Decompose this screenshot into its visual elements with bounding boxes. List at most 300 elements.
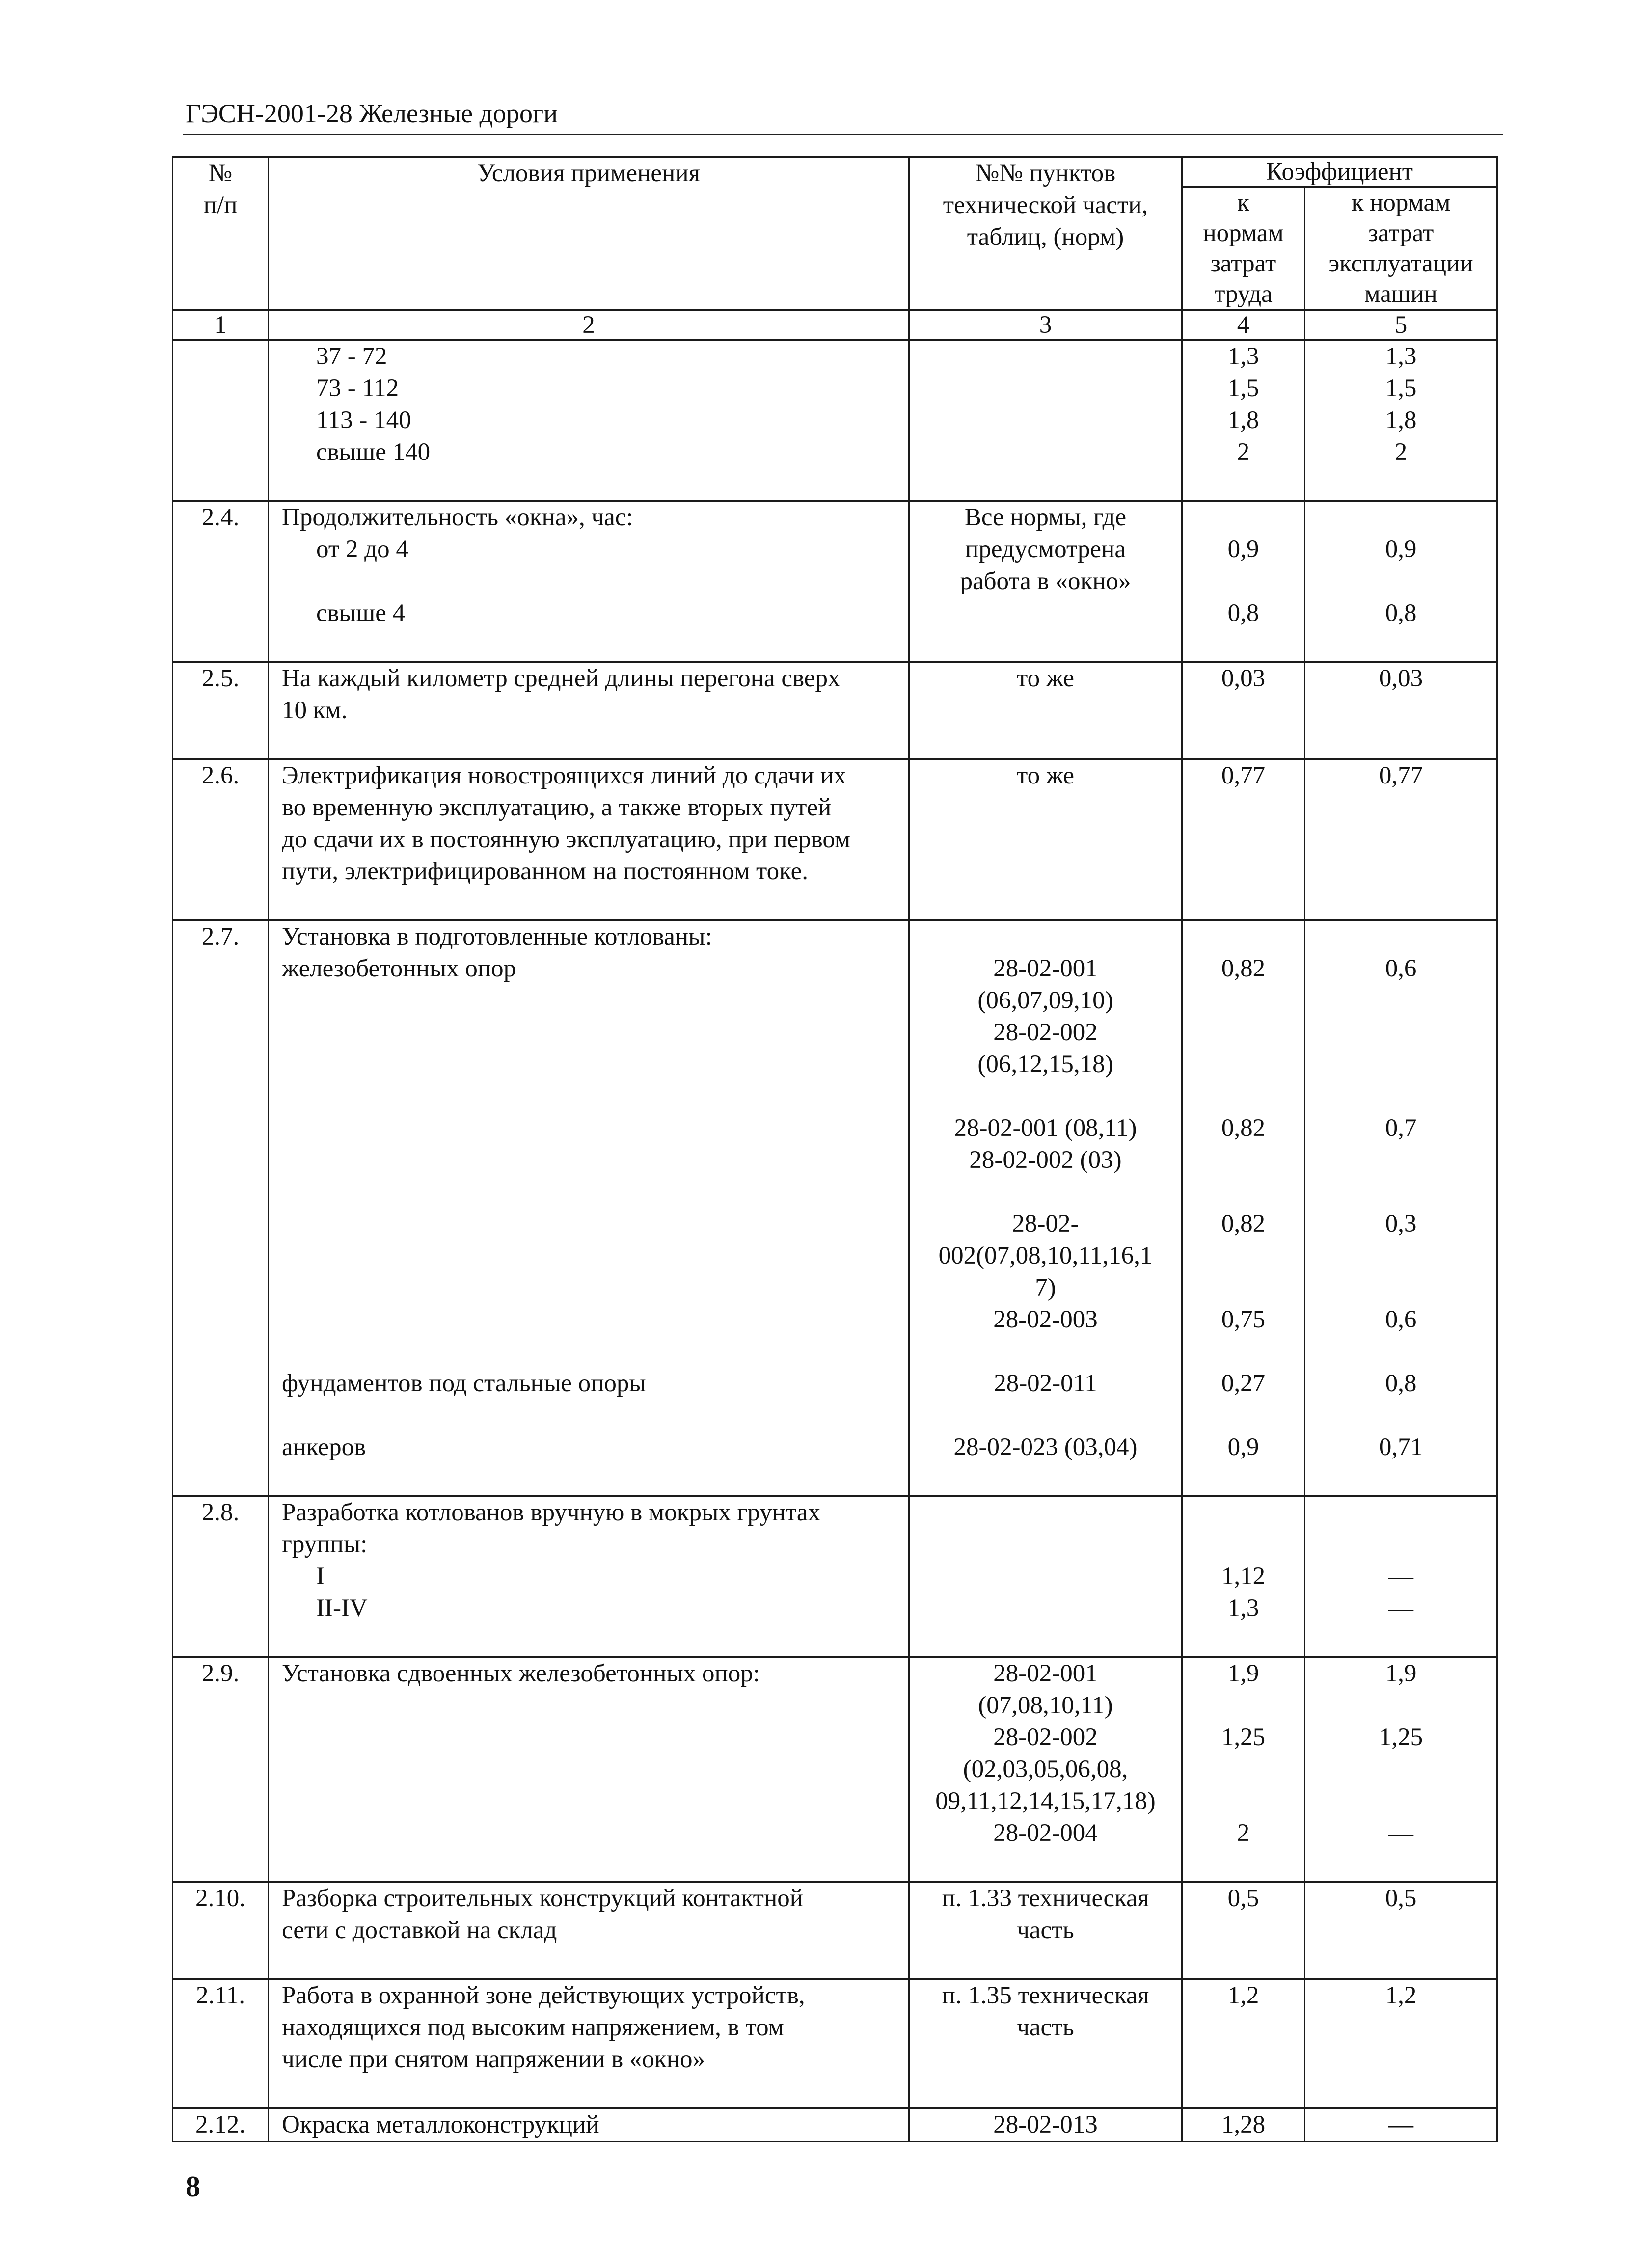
condition-text xyxy=(282,1017,904,1049)
spacer xyxy=(1309,1080,1492,1112)
labor-coefficient xyxy=(1187,824,1300,856)
machine-coefficient xyxy=(1309,792,1492,824)
column-number: 5 xyxy=(1305,310,1497,340)
condition-text-cell xyxy=(269,1979,909,2108)
norm-items: 28-02-011 xyxy=(994,1370,1097,1397)
machine-coefficient-cell xyxy=(1305,501,1497,662)
row-number xyxy=(173,340,269,501)
condition-text-cell xyxy=(269,662,909,759)
machine-coefficient xyxy=(1309,856,1492,888)
machine-coefficient-cell xyxy=(1305,920,1497,1496)
spacer xyxy=(1187,1463,1300,1495)
labor-coefficient: 1,3 xyxy=(1227,1594,1259,1622)
row-number: 2.9. xyxy=(173,1657,269,1882)
table-row xyxy=(173,1657,1497,1882)
norm-items: (02,03,05,06,08, xyxy=(963,1755,1128,1783)
machine-coefficient-cell xyxy=(1305,759,1497,920)
labor-coefficient xyxy=(1187,1690,1300,1722)
labor-coefficient: 0,9 xyxy=(1227,1433,1259,1461)
spacer xyxy=(282,1176,904,1208)
machine-coefficient: 0,9 xyxy=(1385,536,1417,563)
spacer xyxy=(282,1624,904,1656)
norm-items xyxy=(914,597,1177,629)
machine-coefficient: — xyxy=(1388,2111,1413,2138)
condition-text xyxy=(282,1304,904,1336)
machine-coefficient xyxy=(1309,2012,1492,2044)
condition-text xyxy=(282,985,904,1017)
spacer xyxy=(1187,1946,1300,1978)
spacer xyxy=(914,1624,1177,1656)
machine-coefficient-cell xyxy=(1305,1657,1497,1882)
labor-coefficient xyxy=(1187,1049,1300,1080)
machine-coefficient: 0,6 xyxy=(1385,1306,1417,1333)
spacer xyxy=(1187,2076,1300,2107)
spacer xyxy=(282,1946,904,1978)
labor-coefficient xyxy=(1187,1144,1300,1176)
condition-text: фундаментов под стальные опоры xyxy=(282,1370,646,1397)
machine-coefficient xyxy=(1309,1529,1492,1561)
labor-coefficient: 0,03 xyxy=(1221,665,1266,692)
header-items: №№ пунктов технической части, таблиц, (норм) xyxy=(909,157,1182,310)
machine-coefficient xyxy=(1309,1754,1492,1785)
coefficients-table xyxy=(172,156,1498,2142)
condition-text: Разборка строительных конструкций контактной xyxy=(282,1885,804,1912)
norm-items: 28-02-004 xyxy=(993,1819,1098,1847)
machine-coefficient xyxy=(1309,1497,1492,1529)
condition-text xyxy=(282,1112,904,1144)
header-conditions: Условия применения xyxy=(269,157,909,310)
labor-coefficient xyxy=(1187,1017,1300,1049)
row-number: 2.8. xyxy=(173,1496,269,1657)
labor-coefficient xyxy=(1187,1240,1300,1272)
machine-coefficient-cell xyxy=(1305,1496,1497,1657)
norm-items: (06,12,15,18) xyxy=(977,1051,1113,1078)
labor-coefficient: 1,2 xyxy=(1227,1982,1259,2009)
spacer xyxy=(282,1463,904,1495)
condition-text-cell xyxy=(269,920,909,1496)
condition-text: свыше 4 xyxy=(316,599,406,627)
norm-items: (07,08,10,11) xyxy=(978,1692,1113,1719)
labor-coefficient-cell xyxy=(1182,1496,1305,1657)
labor-coefficient: 0,8 xyxy=(1227,599,1259,627)
header-rule xyxy=(183,134,1503,135)
norm-items xyxy=(914,1561,1177,1593)
condition-text-cell xyxy=(269,501,909,662)
spacer xyxy=(914,2076,1177,2107)
condition-text: сети с доставкой на склад xyxy=(282,1917,557,1944)
norm-items-cell xyxy=(909,1882,1182,1979)
machine-coefficient xyxy=(1309,1017,1492,1049)
machine-coefficient xyxy=(1309,1240,1492,1272)
condition-text: группы: xyxy=(282,1531,368,1558)
labor-coefficient xyxy=(1187,985,1300,1017)
spacer xyxy=(1187,629,1300,661)
norm-items: 28-02-002 xyxy=(993,1019,1098,1046)
spacer xyxy=(1309,727,1492,758)
spacer xyxy=(1309,1624,1492,1656)
norm-items: 002(07,08,10,11,16,1 xyxy=(938,1242,1153,1269)
condition-text: пути, электрифицированном на постоянном токе. xyxy=(282,858,808,885)
machine-coefficient xyxy=(1309,1915,1492,1946)
norm-items: то же xyxy=(1016,762,1075,789)
header-labor: к нормам затрат труда xyxy=(1182,187,1305,310)
row-number: 2.4. xyxy=(173,501,269,662)
labor-coefficient: 1,25 xyxy=(1221,1724,1266,1751)
labor-coefficient xyxy=(1187,695,1300,727)
norm-items-cell xyxy=(909,920,1182,1496)
norm-items: часть xyxy=(1017,1917,1074,1944)
condition-text: 73 - 112 xyxy=(316,375,399,402)
condition-text: от 2 до 4 xyxy=(316,536,408,563)
labor-coefficient: 0,27 xyxy=(1221,1370,1266,1397)
condition-text: во временную эксплуатацию, а также вторых путей xyxy=(282,794,832,821)
condition-text: I xyxy=(316,1563,325,1590)
norm-items xyxy=(914,2044,1177,2076)
machine-coefficient: 0,6 xyxy=(1385,955,1417,982)
labor-coefficient-cell xyxy=(1182,1882,1305,1979)
spacer xyxy=(1309,629,1492,661)
header-machines: к нормам затрат эксплуатации машин xyxy=(1305,187,1497,310)
norm-items: 09,11,12,14,15,17,18) xyxy=(935,1787,1156,1815)
labor-coefficient xyxy=(1187,1497,1300,1529)
labor-coefficient xyxy=(1187,2012,1300,2044)
labor-coefficient-cell xyxy=(1182,2108,1305,2142)
condition-text: Работа в охранной зоне действующих устройств, xyxy=(282,1982,805,2009)
norm-items: Все нормы, где xyxy=(964,504,1127,531)
condition-text-cell xyxy=(269,759,909,920)
condition-text: числе при снятом напряжении в «окно» xyxy=(282,2046,705,2073)
machine-coefficient-cell xyxy=(1305,340,1497,501)
labor-coefficient: 0,9 xyxy=(1227,536,1259,563)
labor-coefficient xyxy=(1187,1272,1300,1304)
spacer xyxy=(914,1176,1177,1208)
labor-coefficient: 0,82 xyxy=(1221,1114,1266,1142)
norm-items xyxy=(914,1497,1177,1529)
spacer xyxy=(1309,1463,1492,1495)
norm-items-cell xyxy=(909,501,1182,662)
condition-text xyxy=(282,1690,904,1722)
labor-coefficient xyxy=(1187,1754,1300,1785)
condition-text: Установка сдвоенных железобетонных опор: xyxy=(282,1660,760,1687)
norm-items xyxy=(914,695,1177,727)
machine-coefficient: 0,77 xyxy=(1379,762,1423,789)
spacer xyxy=(914,1463,1177,1495)
condition-text: 10 км. xyxy=(282,697,348,724)
row-number: 2.5. xyxy=(173,662,269,759)
norm-items xyxy=(914,824,1177,856)
machine-coefficient: 2 xyxy=(1394,438,1408,466)
norm-items xyxy=(914,341,1177,373)
labor-coefficient: 0,82 xyxy=(1221,1210,1266,1238)
spacer xyxy=(282,468,904,500)
spacer xyxy=(1187,1336,1300,1368)
labor-coefficient: 2 xyxy=(1237,438,1250,466)
norm-items: п. 1.35 техническая xyxy=(942,1982,1149,2009)
condition-text xyxy=(282,1240,904,1272)
condition-text-cell xyxy=(269,340,909,501)
machine-coefficient xyxy=(1309,2044,1492,2076)
norm-items: 28-02-002 xyxy=(993,1724,1098,1751)
table-row xyxy=(173,662,1497,759)
spacer xyxy=(282,727,904,758)
spacer xyxy=(914,1946,1177,1978)
labor-coefficient xyxy=(1187,921,1300,953)
labor-coefficient: 1,8 xyxy=(1227,406,1259,434)
page-number: 8 xyxy=(186,2170,200,2203)
spacer xyxy=(282,888,904,919)
spacer xyxy=(282,1336,904,1368)
condition-text-cell xyxy=(269,2108,909,2142)
norm-items: 28-02-001 xyxy=(993,955,1098,982)
condition-text: Окраска металлоконструкций xyxy=(282,2111,599,2138)
labor-coefficient: 1,9 xyxy=(1227,1660,1259,1687)
machine-coefficient: 1,9 xyxy=(1385,1660,1417,1687)
norm-items: предусмотрена xyxy=(965,536,1126,563)
spacer xyxy=(914,1080,1177,1112)
condition-text-cell xyxy=(269,1657,909,1882)
labor-coefficient: 1,12 xyxy=(1221,1563,1266,1590)
machine-coefficient xyxy=(1309,502,1492,534)
machine-coefficient-cell xyxy=(1305,1882,1497,1979)
machine-coefficient xyxy=(1309,1690,1492,1722)
spacer xyxy=(1187,727,1300,758)
norm-items-cell xyxy=(909,1979,1182,2108)
norm-items xyxy=(914,373,1177,405)
spacer xyxy=(1309,1400,1492,1431)
norm-items-cell xyxy=(909,1657,1182,1882)
condition-text-cell xyxy=(269,1882,909,1979)
row-number: 2.6. xyxy=(173,759,269,920)
spacer xyxy=(1187,1400,1300,1431)
row-number: 2.7. xyxy=(173,920,269,1496)
norm-items: часть xyxy=(1017,2014,1074,2041)
norm-items-cell xyxy=(909,1496,1182,1657)
labor-coefficient: 1,3 xyxy=(1227,343,1259,370)
norm-items: 28-02-023 (03,04) xyxy=(953,1433,1138,1461)
norm-items: 7) xyxy=(1035,1274,1056,1301)
labor-coefficient-cell xyxy=(1182,340,1305,501)
spacer xyxy=(282,1400,904,1431)
labor-coefficient xyxy=(1187,792,1300,824)
labor-coefficient: 0,75 xyxy=(1221,1306,1266,1333)
machine-coefficient xyxy=(1309,1272,1492,1304)
condition-text xyxy=(282,1272,904,1304)
labor-coefficient xyxy=(1187,856,1300,888)
spacer xyxy=(1309,2076,1492,2107)
labor-coefficient xyxy=(1187,566,1300,597)
table-row xyxy=(173,1496,1497,1657)
spacer xyxy=(282,1849,904,1881)
norm-items-cell xyxy=(909,340,1182,501)
norm-items: работа в «окно» xyxy=(960,567,1131,595)
machine-coefficient-cell xyxy=(1305,662,1497,759)
condition-text xyxy=(282,1817,904,1849)
spacer xyxy=(914,1849,1177,1881)
labor-coefficient xyxy=(1187,502,1300,534)
condition-text: 113 - 140 xyxy=(316,406,411,434)
machine-coefficient: 1,8 xyxy=(1385,406,1417,434)
machine-coefficient: 0,3 xyxy=(1385,1210,1417,1238)
machine-coefficient xyxy=(1309,1144,1492,1176)
labor-coefficient xyxy=(1187,1785,1300,1817)
spacer xyxy=(1309,468,1492,500)
table-row xyxy=(173,340,1497,501)
spacer xyxy=(1187,1849,1300,1881)
norm-items xyxy=(914,1593,1177,1624)
column-number: 1 xyxy=(173,310,269,340)
labor-coefficient-cell xyxy=(1182,501,1305,662)
machine-coefficient: — xyxy=(1388,1594,1413,1622)
labor-coefficient-cell xyxy=(1182,1979,1305,2108)
condition-text: II-IV xyxy=(316,1594,368,1622)
condition-text xyxy=(282,1049,904,1080)
norm-items: 28-02-002 (03) xyxy=(969,1146,1122,1174)
table-row xyxy=(173,1979,1497,2108)
spacer xyxy=(1187,1624,1300,1656)
machine-coefficient: 1,5 xyxy=(1385,375,1417,402)
norm-items xyxy=(914,405,1177,436)
spacer xyxy=(1309,1176,1492,1208)
machine-coefficient: 0,8 xyxy=(1385,599,1417,627)
labor-coefficient: 0,5 xyxy=(1227,1885,1259,1912)
labor-coefficient: 0,82 xyxy=(1221,955,1266,982)
spacer xyxy=(914,1336,1177,1368)
row-number: 2.11. xyxy=(173,1979,269,2108)
condition-text: до сдачи их в постоянную эксплуатацию, при первом xyxy=(282,826,851,853)
machine-coefficient-cell xyxy=(1305,2108,1497,2142)
machine-coefficient xyxy=(1309,566,1492,597)
norm-items: то же xyxy=(1016,665,1075,692)
machine-coefficient-cell xyxy=(1305,1979,1497,2108)
condition-text: находящихся под высоким напряжением, в том xyxy=(282,2014,784,2041)
column-number: 3 xyxy=(909,310,1182,340)
machine-coefficient: 0,71 xyxy=(1379,1433,1423,1461)
header-num: № п/п xyxy=(173,157,269,310)
condition-text: Разработка котлованов вручную в мокрых грунтах xyxy=(282,1499,821,1526)
table-row xyxy=(173,1882,1497,1979)
table-row xyxy=(173,920,1497,1496)
machine-coefficient xyxy=(1309,824,1492,856)
norm-items: п. 1.33 техническая xyxy=(942,1885,1149,1912)
machine-coefficient: 0,03 xyxy=(1379,665,1423,692)
labor-coefficient-cell xyxy=(1182,662,1305,759)
labor-coefficient: 1,5 xyxy=(1227,375,1259,402)
spacer xyxy=(914,888,1177,919)
condition-text: свыше 140 xyxy=(316,438,431,466)
norm-items xyxy=(914,856,1177,888)
condition-text xyxy=(282,566,904,597)
spacer xyxy=(914,468,1177,500)
machine-coefficient xyxy=(1309,1049,1492,1080)
machine-coefficient: 1,3 xyxy=(1385,343,1417,370)
table-row xyxy=(173,501,1497,662)
machine-coefficient: 1,25 xyxy=(1379,1724,1423,1751)
machine-coefficient: — xyxy=(1388,1819,1413,1847)
spacer xyxy=(1309,1336,1492,1368)
condition-text: Установка в подготовленные котлованы: xyxy=(282,923,712,950)
condition-text xyxy=(282,1722,904,1754)
spacer xyxy=(282,2076,904,2107)
machine-coefficient: 1,2 xyxy=(1385,1982,1417,2009)
spacer xyxy=(1187,1176,1300,1208)
condition-text: анкеров xyxy=(282,1433,366,1461)
spacer xyxy=(914,727,1177,758)
spacer xyxy=(914,1400,1177,1431)
row-number: 2.10. xyxy=(173,1882,269,1979)
spacer xyxy=(1309,1946,1492,1978)
labor-coefficient xyxy=(1187,2044,1300,2076)
condition-text xyxy=(282,1144,904,1176)
labor-coefficient xyxy=(1187,1915,1300,1946)
norm-items: 28-02-001 (08,11) xyxy=(954,1114,1137,1142)
row-number: 2.12. xyxy=(173,2108,269,2142)
condition-text xyxy=(282,1208,904,1240)
spacer xyxy=(914,629,1177,661)
column-number: 4 xyxy=(1182,310,1305,340)
condition-text xyxy=(282,1785,904,1817)
norm-items-cell xyxy=(909,2108,1182,2142)
spacer xyxy=(1187,1080,1300,1112)
machine-coefficient xyxy=(1309,985,1492,1017)
norm-items: (06,07,09,10) xyxy=(977,987,1113,1014)
table-row xyxy=(173,759,1497,920)
labor-coefficient: 2 xyxy=(1237,1819,1250,1847)
norm-items: 28-02-013 xyxy=(993,2111,1098,2138)
labor-coefficient-cell xyxy=(1182,1657,1305,1882)
machine-coefficient: 0,7 xyxy=(1385,1114,1417,1142)
labor-coefficient xyxy=(1187,1529,1300,1561)
spacer xyxy=(282,629,904,661)
machine-coefficient xyxy=(1309,695,1492,727)
machine-coefficient xyxy=(1309,921,1492,953)
spacer xyxy=(1309,1849,1492,1881)
spacer xyxy=(1309,888,1492,919)
labor-coefficient: 0,77 xyxy=(1221,762,1266,789)
column-numbers-row xyxy=(173,310,1497,340)
norm-items: 28-02- xyxy=(1012,1210,1079,1238)
norm-items: 28-02-001 xyxy=(993,1660,1098,1687)
table-row xyxy=(173,2108,1497,2142)
column-number: 2 xyxy=(269,310,909,340)
condition-text: железобетонных опор xyxy=(282,955,516,982)
labor-coefficient-cell xyxy=(1182,759,1305,920)
spacer xyxy=(282,1080,904,1112)
condition-text xyxy=(282,1754,904,1785)
condition-text: На каждый километр средней длины перегона сверх xyxy=(282,665,841,692)
condition-text: Электрификация новостроящихся линий до сдачи их xyxy=(282,762,846,789)
header-coefficient: Коэффициент xyxy=(1182,157,1497,187)
spacer xyxy=(1187,888,1300,919)
condition-text: Продолжительность «окна», час: xyxy=(282,504,633,531)
machine-coefficient: 0,5 xyxy=(1385,1885,1417,1912)
norm-items xyxy=(914,921,1177,953)
norm-items-cell xyxy=(909,662,1182,759)
norm-items xyxy=(914,792,1177,824)
norm-items: 28-02-003 xyxy=(993,1306,1098,1333)
labor-coefficient-cell xyxy=(1182,920,1305,1496)
machine-coefficient: 0,8 xyxy=(1385,1370,1417,1397)
labor-coefficient: 1,28 xyxy=(1221,2111,1266,2138)
spacer xyxy=(1187,468,1300,500)
norm-items-cell xyxy=(909,759,1182,920)
condition-text-cell xyxy=(269,1496,909,1657)
machine-coefficient: — xyxy=(1388,1563,1413,1590)
document-header: ГЭСН-2001-28 Железные дороги xyxy=(186,99,558,128)
norm-items xyxy=(914,436,1177,468)
machine-coefficient xyxy=(1309,1785,1492,1817)
condition-text: 37 - 72 xyxy=(316,343,387,370)
norm-items xyxy=(914,1529,1177,1561)
